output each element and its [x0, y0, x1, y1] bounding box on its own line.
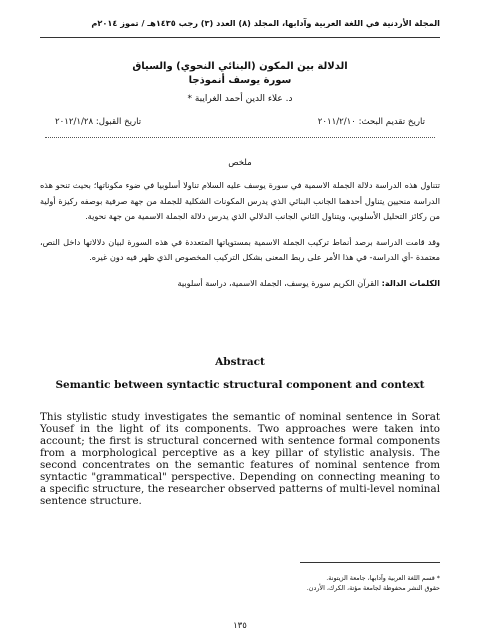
english-article-title: Semantic between syntactic structural component and context: [55, 379, 425, 391]
date-submitted: تاريخ تقديم البحث: ٢٠١١/٢/١٠: [317, 117, 425, 127]
english-abstract-title: Abstract: [215, 356, 265, 368]
arabic-abstract-paragraph-2: وقد قامت الدراسة برصد أنماط تركيب الجملة الاسمية بمستوياتها المتعددة في هذه السورة لبيان دلالاتها داخل النص، معتمدة -أي الدراسة- في هذا الأمر على ربط المعنى بشكل التركيب المخصوص الذي ظهر فيه دون غيره.: [40, 236, 440, 262]
page-number: ١٣٥: [233, 621, 247, 631]
arabic-abstract-body: [40, 178, 440, 291]
footnote-affiliation: * قسم اللغة العربية وآدابها، جامعة الزيتونة.: [326, 574, 440, 582]
english-abstract-body: This stylistic study investigates the semantic of nominal sentence in Sorat Yousef in the light of its components. Two approaches were taken into account; the first is structural concerned with sentence formal components from a morphological perceptive as a key pillar of stylistic analysis. The second concentrates on the semantic features of nominal sentence from syntactic "grammatical" perspective. Depending on connecting meaning to a specific structure, the researcher observed patterns of multi-level nominal sentence structure.: [40, 411, 440, 507]
dates-row: [55, 117, 425, 131]
keywords-line: [40, 276, 440, 292]
article-title-line1: الدلالة بين المكون (البنائي النحوي) والسياق: [132, 61, 348, 72]
arabic-abstract-title: ملخص: [228, 158, 252, 168]
dates-divider: [45, 137, 435, 138]
arabic-abstract-paragraph-1: تتناول هذه الدراسة دلالة الجملة الاسمية في سورة يوسف عليه السلام تناولا أسلوبيا في ضوء مكوناتها؛ بحيث تنحو هذه الدراسة منحيين يتناول أحدهما الجانب البنائي الذي يدرس المكونات الشكلية للجملة من جهة صرفية بوصفه ركيزة أولية من ركائز التحليل الأسلوبي، ويتناول الثاني الجانب الدلالي الذي يدرس دلالة الجملة الاسمية من جهة نحوية.: [40, 180, 440, 221]
header-divider: [40, 37, 440, 38]
author-name: د. علاء الدين أحمد الغرايبة *: [187, 94, 293, 104]
running-header: المجلة الأردنية في اللغة العربية وآدابها، المجلد (٨) العدد (٣) رجب ١٤٣٥هـ / تموز ٢٠١٤م: [91, 18, 440, 28]
keywords-label: الكلمات الدالة:: [381, 277, 440, 288]
article-title: [40, 60, 440, 88]
keywords-text: القرآن الكريم سورة يوسف، الجملة الاسمية، دراسة أسلوبية: [177, 277, 380, 288]
date-accepted: تاريخ القبول: ٢٠١٢/١/٢٨: [55, 117, 142, 127]
footnote-copyright: حقوق النشر محفوظة لجامعة مؤتة، الكرك، الأردن.: [306, 584, 440, 592]
footnote-divider: [300, 562, 440, 563]
article-title-line2: سورة يوسف أنموذجا: [188, 75, 292, 86]
footnotes: [40, 573, 440, 593]
